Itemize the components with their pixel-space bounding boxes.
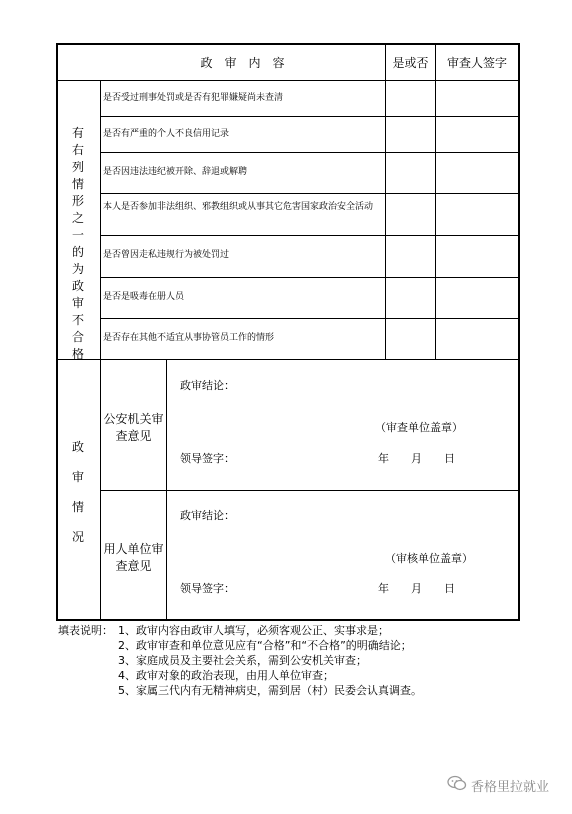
review-item-7: 是否存在其他不适宜从事协管员工作的情形 xyxy=(103,333,275,343)
table-border-right xyxy=(518,43,520,621)
police-seal-label: （审查单位盖章） xyxy=(375,421,463,434)
table-border-bottom xyxy=(56,619,519,621)
answer-cell-1[interactable] xyxy=(386,81,435,116)
notes-title: 填表说明： xyxy=(58,624,113,637)
answer-cell-3[interactable] xyxy=(386,153,435,193)
table-border-left xyxy=(56,43,58,621)
notes-line-3: 3、家庭成员及主要社会关系，需到公安机关审查； xyxy=(118,654,367,667)
watermark-text: 香格里拉就业 xyxy=(471,779,550,795)
employer-conclusion-label: 政审结论： xyxy=(180,509,235,522)
signer-cell-6[interactable] xyxy=(436,278,518,318)
answer-cell-6[interactable] xyxy=(386,278,435,318)
police-conclusion-label: 政审结论： xyxy=(180,379,235,392)
header-content-title: 政 审 内 容 xyxy=(200,55,285,70)
notes-line-1: 1、政审内容由政审人填写，必须客观公正、实事求是； xyxy=(118,624,389,637)
employer-opinion-title: 用人单位审查意见 xyxy=(103,542,164,573)
employer-signature-label: 领导签字： xyxy=(180,582,235,595)
section2-label: 政审情况 xyxy=(71,440,84,544)
police-signature-label: 领导签字： xyxy=(180,452,235,465)
police-opinion-title: 公安机关审查意见 xyxy=(103,412,164,443)
notes-line-2: 2、政审审查和单位意见应有“合格”和“不合格”的明确结论； xyxy=(118,639,412,652)
signer-cell-1[interactable] xyxy=(436,81,518,116)
signer-cell-7[interactable] xyxy=(436,319,518,359)
notes-line-4: 4、政审对象的政治表现，由用人单位审查； xyxy=(118,669,334,682)
police-opinion-field[interactable] xyxy=(167,360,518,490)
signer-cell-4[interactable] xyxy=(436,194,518,235)
review-item-6: 是否是吸毒在册人员 xyxy=(103,292,185,302)
review-item-1: 是否受过刑事处罚或是否有犯罪嫌疑尚未查清 xyxy=(103,93,284,103)
section-label-divider xyxy=(100,80,101,620)
answer-cell-5[interactable] xyxy=(386,236,435,277)
answer-cell-4[interactable] xyxy=(386,194,435,235)
review-item-5: 是否曾因走私违规行为被处罚过 xyxy=(103,250,230,260)
watermark xyxy=(447,775,549,795)
review-item-4: 本人是否参加非法组织、邪教组织或从事其它危害国家政治安全活动 xyxy=(103,202,374,212)
employer-seal-label: （审核单位盖章） xyxy=(385,552,473,565)
wechat-icon xyxy=(447,775,467,795)
header-signer: 审查人签字 xyxy=(446,55,507,70)
notes-line-5: 5、家属三代内有无精神病史，需到居（村）民委会认真调查。 xyxy=(118,684,422,697)
signer-cell-3[interactable] xyxy=(436,153,518,193)
employer-opinion-field[interactable] xyxy=(167,491,518,619)
section1-label: 有右列情形之一的为政审不合格 xyxy=(71,126,84,361)
signer-cell-5[interactable] xyxy=(436,236,518,277)
review-item-3: 是否因违法违纪被开除、辞退或解聘 xyxy=(103,167,248,177)
answer-cell-2[interactable] xyxy=(386,117,435,152)
review-item-2: 是否有严重的个人不良信用记录 xyxy=(103,129,230,139)
header-yes-no: 是或否 xyxy=(392,55,429,70)
employer-date-label: 年 月 日 xyxy=(378,582,455,595)
signer-cell-2[interactable] xyxy=(436,117,518,152)
answer-cell-7[interactable] xyxy=(386,319,435,359)
police-date-label: 年 月 日 xyxy=(378,452,455,465)
